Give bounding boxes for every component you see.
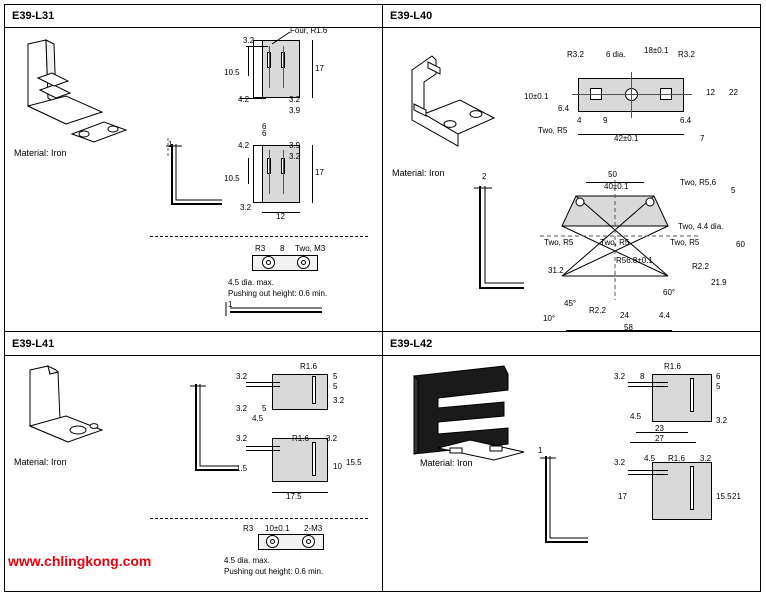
- dim-10-5-b: 10.5: [224, 174, 240, 183]
- centerline-2: [283, 46, 284, 88]
- note-two-r5-6: Two, R5: [544, 238, 574, 247]
- dim-3-9: 3.9: [289, 106, 301, 115]
- leader-four-r16: [262, 30, 302, 46]
- dim-3-2-l41-d: 3.2: [236, 434, 248, 443]
- dim-60: 60: [736, 240, 745, 249]
- dim-4-5-l42-a: 4.5: [630, 412, 642, 421]
- hole-inner-4: [306, 539, 311, 544]
- isometric-view-e39-l40: [398, 40, 528, 158]
- dim-3-2-l41-c: 3.2: [333, 396, 345, 405]
- cell-title-e39-l41: E39-L41: [12, 338, 55, 350]
- centerline-h-e39-l40: [572, 94, 692, 95]
- dim-line-3-2-a: [246, 46, 268, 47]
- dim-2-side-e39-l40: 2: [482, 172, 487, 181]
- dim-17-l42: 17: [618, 492, 627, 501]
- cell-title-e39-l31: E39-L31: [12, 10, 55, 22]
- dim-9: 9: [603, 116, 608, 125]
- slot-e39-l42-2: [690, 466, 694, 510]
- dim-17-5: 17.5: [286, 492, 302, 501]
- dim-5-l41: 5: [262, 404, 267, 413]
- hole-inner-1: [266, 260, 271, 265]
- dim-1-5-l41: 1.5: [236, 464, 248, 473]
- pin-2-e39-l42: [628, 470, 668, 471]
- note-two-r5-a: Two, R5.6: [680, 178, 717, 187]
- note-2-m3: 2-M3: [304, 524, 323, 533]
- note-45-dia-max-2: 4.5 dia. max.: [224, 556, 270, 565]
- material-label-4: Material: Iron: [420, 458, 473, 468]
- dim-r3: R3: [255, 244, 266, 253]
- note-pushing-out-2: Pushing out height: 0.6 min.: [224, 567, 324, 576]
- dim-50: 50: [608, 170, 617, 179]
- title-rule-4: [383, 355, 761, 356]
- dim-10-tol-l41: 10±0.1: [265, 524, 290, 533]
- dim-4: 4: [577, 116, 582, 125]
- dim-4-5-l42-b: 4.5: [644, 454, 656, 463]
- dim-line-10-5: [248, 46, 249, 76]
- dim-17-top: 17: [315, 64, 324, 73]
- dim-5-l42: 5: [716, 382, 721, 391]
- dim-4-4: 4.4: [659, 311, 671, 320]
- dim-6-a: 6: [262, 122, 267, 131]
- material-label-3: Material: Iron: [14, 457, 67, 467]
- dim-line-17b: [312, 145, 313, 203]
- dim-line-10-5b: [248, 158, 249, 184]
- slot-e39-l41-1: [312, 376, 316, 404]
- isometric-view-e39-l41: [10, 362, 140, 462]
- dim-60deg: 60°: [663, 288, 676, 297]
- dim-8-l42: 8: [640, 372, 645, 381]
- side-profile-e39-l40: [466, 178, 536, 308]
- dim-3-2-c: 3.2: [289, 152, 301, 161]
- dim-12: 12: [706, 88, 715, 97]
- plate-top-e39-l31: [262, 40, 300, 98]
- section-separator-2: [150, 518, 368, 519]
- centerline-4: [283, 150, 284, 194]
- dim-3-2-l42-a: 3.2: [614, 372, 626, 381]
- note-two-r5-b: Two, R5: [600, 238, 630, 247]
- note-r1-6-l41-a: R1.6: [300, 362, 317, 371]
- dim-42-tol: 42±0.1: [614, 134, 639, 143]
- note-four-r1-6: Four, R1.6: [290, 26, 328, 35]
- dim-6-l42: 6: [716, 372, 721, 381]
- dim-6-dia: 6 dia.: [606, 50, 626, 59]
- vertical-divider: [382, 4, 383, 592]
- pin-1-e39-l42: [628, 382, 668, 383]
- dim-7: 7: [700, 134, 705, 143]
- note-45-dia-max: 4.5 dia. max.: [228, 278, 274, 287]
- dim-1-detail: 1: [228, 300, 233, 309]
- slot-e39-l41-2: [312, 442, 316, 476]
- dim-3-2-top: 3.2: [243, 36, 255, 45]
- dim-3-2-l42-d: 3.2: [700, 454, 712, 463]
- dim-5: 5: [731, 186, 736, 195]
- plate-top-e39-l41: [272, 374, 328, 410]
- dim-10-5: 10.5: [224, 68, 240, 77]
- dim-6-b: 6: [262, 129, 267, 138]
- dim-3-2-l41-e: 3.2: [326, 434, 338, 443]
- isometric-view-e39-l31: [10, 38, 140, 143]
- plate-bottom-e39-l41: [272, 438, 328, 482]
- dim-58: 58: [624, 323, 633, 332]
- pin-2b-e39-l42: [628, 474, 668, 475]
- dim-45deg: 45°: [564, 299, 577, 308]
- dim-3-9-b: 3.9: [289, 141, 301, 150]
- dim-3-2-b: 3.2: [289, 95, 301, 104]
- note-two-m3: Two, M3: [295, 244, 326, 253]
- dim-3-2-l42-b: 3.2: [716, 416, 728, 425]
- dim-8: 8: [280, 244, 285, 253]
- dim-10-tol: 10±0.1: [524, 92, 549, 101]
- dim-15-5-l42: 15.5: [716, 492, 732, 501]
- dim-31-2: 31.2: [548, 266, 564, 275]
- dim-line-58: [566, 330, 672, 331]
- dim-4-2: 4.2: [238, 95, 250, 104]
- dim-3-2-l41-b: 3.2: [236, 404, 248, 413]
- dim-3-2-l41-a: 3.2: [236, 372, 248, 381]
- side-profile-e39-l42: [532, 448, 602, 558]
- section-separator-1: [150, 236, 368, 237]
- dim-23: 23: [655, 424, 664, 433]
- hole-inner-3: [270, 539, 275, 544]
- dim-r3-2-left: R3.2: [567, 50, 584, 59]
- dim-line-17a: [312, 40, 313, 98]
- dim-15-5-l41: 15.5: [346, 458, 362, 467]
- dim-r2-2-right: R2.2: [692, 262, 709, 271]
- dim-24: 24: [620, 311, 629, 320]
- dim-21-9: 21.9: [711, 278, 727, 287]
- dim-r56-8: R56.8±0.1: [616, 256, 653, 265]
- title-rule-2: [383, 27, 761, 28]
- centerline-1: [269, 46, 270, 88]
- dim-3-2-d: 3.2: [240, 203, 252, 212]
- dim-6-4-right: 6.4: [680, 116, 692, 125]
- dim-3-2-l42-c: 3.2: [614, 458, 626, 467]
- dim-5-l41-b: 5: [333, 372, 338, 381]
- detail-side-e39-l31: [222, 298, 332, 320]
- dim-5-l41-c: 5: [333, 382, 338, 391]
- note-pushing-out-1: Pushing out height: 0.6 min.: [228, 289, 328, 298]
- watermark: www.chlingkong.com: [8, 553, 152, 569]
- dim-10-l41: 10: [333, 462, 342, 471]
- title-rule-3: [4, 355, 382, 356]
- dim-r2-2-left: R2.2: [589, 306, 606, 315]
- isometric-view-e39-l42: [404, 360, 534, 470]
- plate-bottom-left-e39-l31: [253, 145, 263, 203]
- note-r1-6-l41-b: R1.6: [292, 434, 309, 443]
- dim-1-side: 1: [168, 140, 173, 149]
- hole-inner-2: [301, 260, 306, 265]
- slot-e39-l42-1: [690, 378, 694, 412]
- dim-r3-l41: R3: [243, 524, 254, 533]
- dim-21-l42: 21: [732, 492, 741, 501]
- horizontal-divider: [4, 331, 761, 332]
- plate-top-left-e39-l31: [253, 40, 263, 98]
- dim-4-2-b: 4.2: [238, 141, 250, 150]
- note-two-r5-top: Two, R5: [538, 126, 568, 135]
- material-label-1: Material: Iron: [14, 148, 67, 158]
- centerline-v-e39-l40: [631, 72, 632, 118]
- cell-title-e39-l40: E39-L40: [390, 10, 433, 22]
- dim-6-4-left: 6.4: [558, 104, 570, 113]
- note-r1-6-l42-b: R1.6: [668, 454, 685, 463]
- dim-27: 27: [655, 434, 664, 443]
- note-two-r5-c: Two, R5: [670, 238, 700, 247]
- centerline-3: [269, 150, 270, 194]
- dim-40-tol: 40±0.1: [604, 182, 629, 191]
- note-r1-6-l42-a: R1.6: [664, 362, 681, 371]
- material-label-2: Material: Iron: [392, 168, 445, 178]
- dim-10deg: 10°: [543, 314, 556, 323]
- dim-4-5-l41: 4.5: [252, 414, 264, 423]
- cell-title-e39-l42: E39-L42: [390, 338, 433, 350]
- side-profile-e39-l41: [182, 376, 252, 486]
- note-two-44-dia: Two, 4.4 dia.: [678, 222, 724, 231]
- dim-12: 12: [276, 212, 285, 221]
- dim-17-bottom: 17: [315, 168, 324, 177]
- dim-18-tol: 18±0.1: [644, 46, 669, 55]
- dim-22: 22: [729, 88, 738, 97]
- dim-r3-2-right: R3.2: [678, 50, 695, 59]
- dim-1-l42: 1: [538, 446, 543, 455]
- pin-1b-e39-l42: [628, 386, 668, 387]
- side-profile-e39-l31: [160, 138, 230, 218]
